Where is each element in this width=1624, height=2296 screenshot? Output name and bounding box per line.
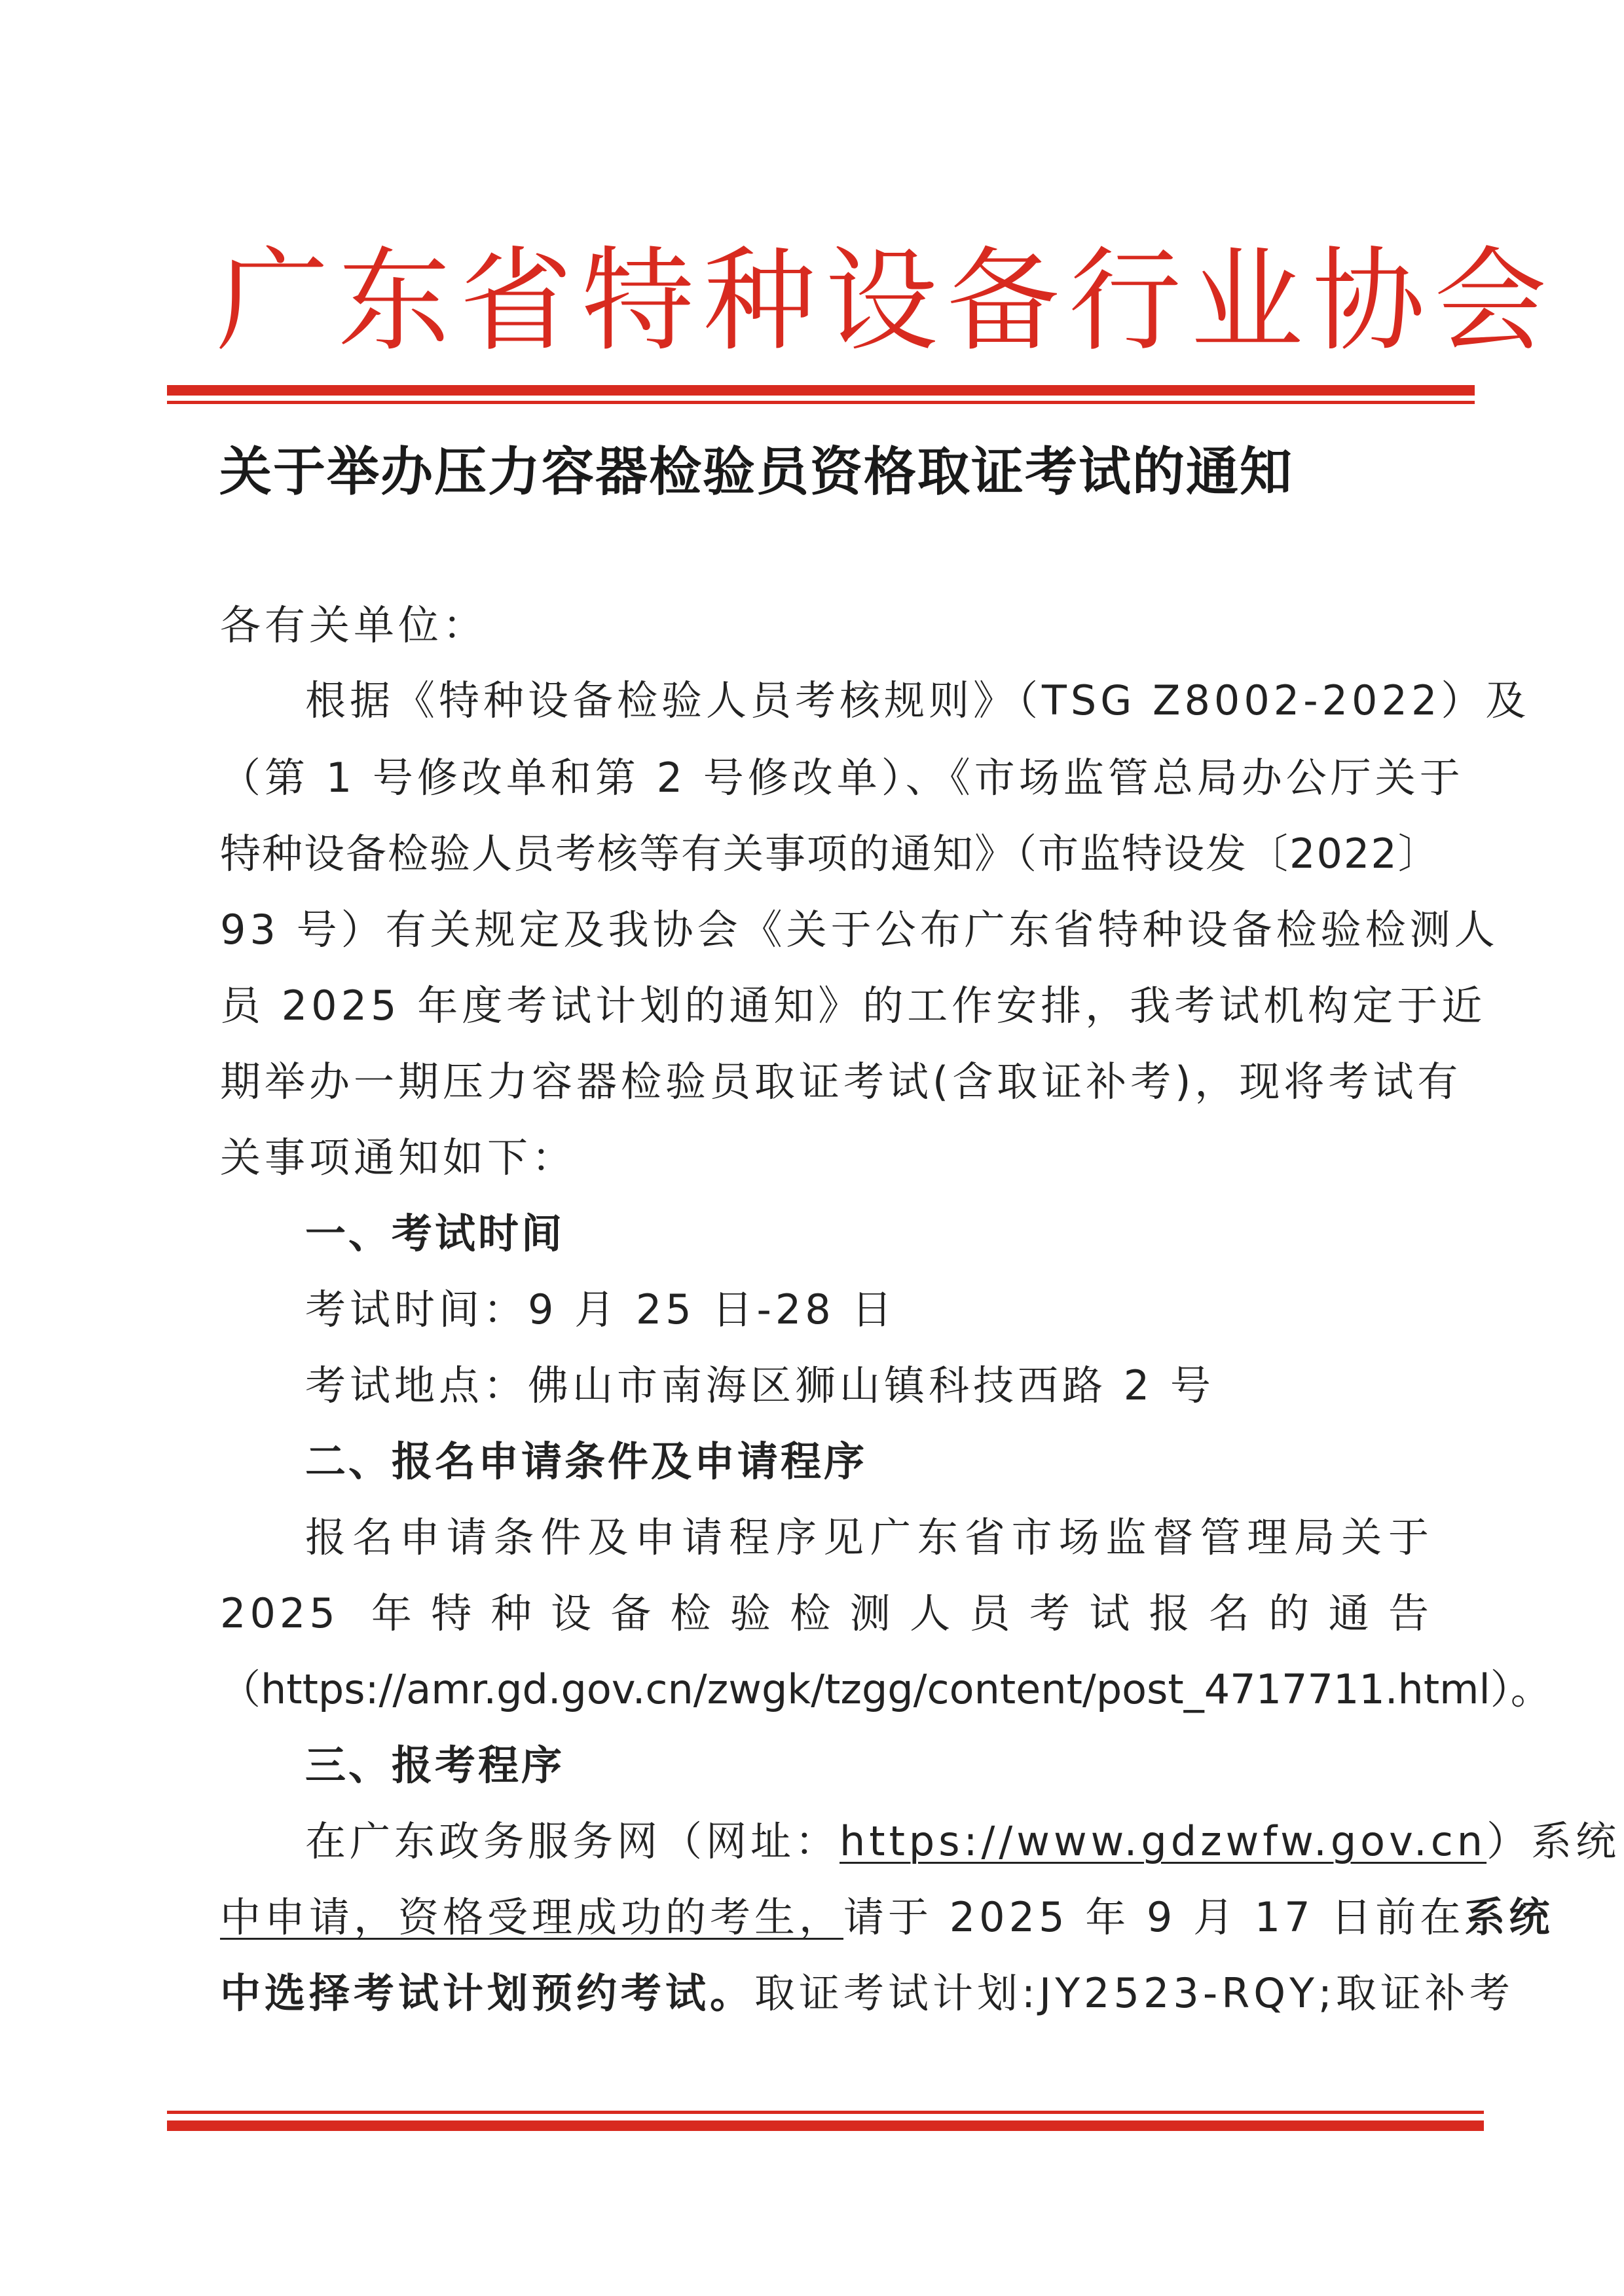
intro-line-3: 特种设备检验人员考核等有关事项的通知》（市监特设发〔2022〕	[220, 830, 1440, 878]
section-2-line-2: 2025 年特种设备检验检测人员考试报名的通告	[220, 1589, 1433, 1637]
section-3-line-1	[305, 1815, 1621, 1868]
header-rule-thin	[167, 401, 1475, 404]
intro-line-5: 员 2025 年度考试计划的通知》的工作安排，我考试机构定于近	[220, 982, 1486, 1029]
exam-place: 考试地点：佛山市南海区狮山镇科技西路 2 号	[305, 1361, 1215, 1409]
header-rule-thick	[167, 385, 1475, 396]
section-2-line-1: 报名申请条件及申请程序见广东省市场监督管理局关于	[305, 1513, 1433, 1561]
exam-plan-text: 取证考试计划:JY2523-RQY;取证补考	[754, 1969, 1514, 2017]
section-3-heading: 三、报考程序	[305, 1741, 565, 1789]
section-2-heading: 二、报名申请条件及申请程序	[305, 1437, 868, 1485]
gdzwfw-link[interactable]: https://www.gdzwfw.gov.cn	[840, 1817, 1487, 1865]
salutation: 各有关单位：	[220, 601, 488, 649]
section-2-line-3[interactable]: （https://amr.gd.gov.cn/zwgk/tzgg/content/post_4717711.html）。	[220, 1665, 1551, 1713]
intro-line-4: 93 号）有关规定及我协会《关于公布广东省特种设备检验检测人	[220, 906, 1499, 954]
deadline-text: 请于 2025 年 9 月 17 日前在	[843, 1893, 1465, 1941]
footer-rule-thin	[167, 2111, 1484, 2114]
line-1-prefix: 在广东政务服务网（网址：	[305, 1817, 840, 1865]
footer-rule-thick	[167, 2120, 1484, 2131]
exam-time: 考试时间：9 月 25 日-28 日	[305, 1286, 896, 1333]
intro-line-1: 根据《特种设备检验人员考核规则》（TSG Z8002-2022）及	[305, 676, 1530, 724]
line-1-suffix: ）系统	[1486, 1817, 1621, 1865]
section-1-heading: 一、考试时间	[305, 1210, 565, 1257]
intro-line-2: （第 1 号修改单和第 2 号修改单）、《市场监管总局办公厅关于	[220, 754, 1464, 802]
section-3-line-3	[220, 1967, 1514, 2020]
intro-line-6: 期举办一期压力容器检验员取证考试(含取证补考)，现将考试有	[220, 1058, 1462, 1105]
bold-instruction: 中选择考试计划预约考试。	[220, 1969, 755, 2017]
bold-system: 系统	[1464, 1893, 1554, 1941]
section-3-line-2	[220, 1891, 1554, 1944]
intro-line-7: 关事项通知如下：	[220, 1134, 577, 1181]
org-header-title: 广东省特种设备行业协会	[216, 235, 1556, 367]
document-title: 关于举办压力容器检验员资格取证考试的通知	[219, 441, 1293, 502]
underlined-text: 中申请，资格受理成功的考生，	[220, 1893, 844, 1941]
